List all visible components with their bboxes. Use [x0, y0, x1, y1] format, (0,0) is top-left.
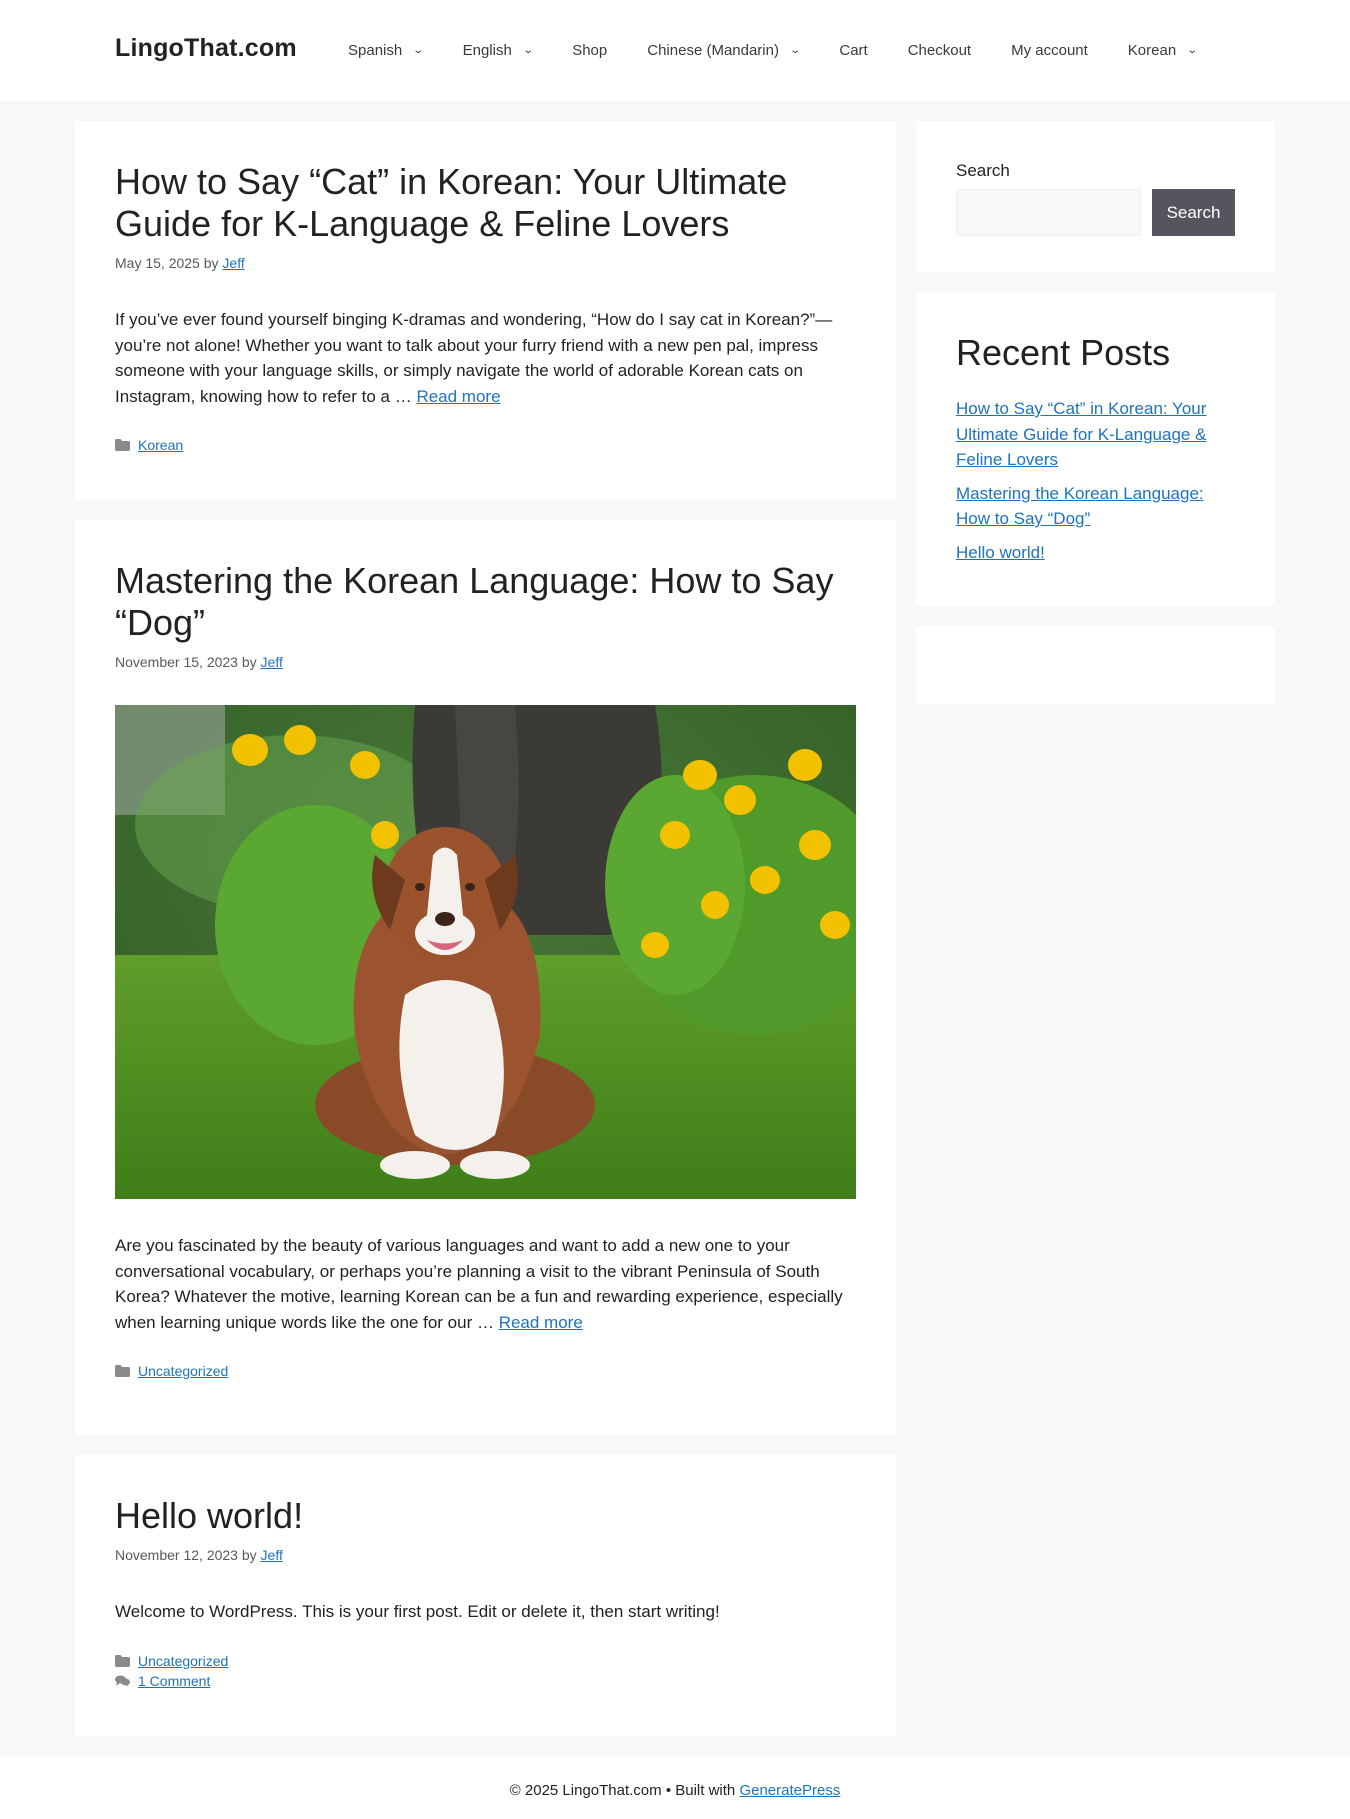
chevron-down-icon: ⌄	[412, 45, 425, 56]
folder-icon	[115, 1655, 130, 1667]
post-date: November 15, 2023	[115, 654, 238, 670]
dog-photo	[115, 705, 856, 1199]
post-by: by	[241, 654, 257, 670]
post-excerpt: Welcome to WordPress. This is your first post. Edit or delete it, then start writing!	[115, 1602, 720, 1621]
chevron-down-icon: ⌄	[1186, 45, 1199, 56]
folder-icon	[115, 439, 130, 451]
read-more-link[interactable]: Read more	[416, 386, 501, 406]
comments-link[interactable]: 1 Comment	[138, 1672, 211, 1689]
post-title-link[interactable]: Mastering the Korean Language: How to Say “Dog”	[115, 560, 834, 643]
post-card	[75, 1455, 896, 1736]
post-comments	[115, 1673, 856, 1689]
nav-item-label: Cart	[839, 42, 868, 59]
search-widget	[916, 121, 1275, 272]
nav-item-my-account[interactable]	[991, 0, 1108, 101]
site-title[interactable]: LingoThat.com	[115, 34, 297, 62]
nav-item-spanish[interactable]	[328, 0, 443, 101]
search-input[interactable]	[956, 189, 1141, 236]
excerpt-text: Are you fascinated by the beauty of various languages and want to add a new one to your conversational vocabulary, or perhaps you’re planning a visit to the vibrant Peninsula of South Korea? Whatever the motive, learning Korean can be a fun and rewarding experience, especially when learning unique words like the one for our …	[115, 1236, 843, 1332]
list-item	[956, 540, 1235, 566]
list-item	[956, 396, 1235, 473]
category-link[interactable]: Uncategorized	[138, 1652, 229, 1669]
post-excerpt	[115, 307, 856, 409]
empty-widget	[916, 626, 1275, 704]
list-item	[956, 481, 1235, 532]
nav-item-label: Chinese (Mandarin)	[647, 42, 779, 59]
nav-item-label: Checkout	[907, 42, 972, 59]
site-header	[0, 0, 1350, 101]
post-title	[115, 1495, 856, 1537]
post-card	[75, 520, 896, 1435]
search-button[interactable]: Search	[1152, 189, 1235, 236]
nav-item-label: Spanish	[348, 42, 403, 59]
post-categories	[115, 1653, 856, 1669]
post-date: May 15, 2025	[115, 255, 200, 271]
author-link[interactable]: Jeff	[260, 654, 283, 670]
post-featured-image[interactable]	[115, 705, 856, 1199]
category-link[interactable]: Korean	[138, 437, 184, 453]
read-more-link[interactable]: Read more	[498, 1312, 583, 1332]
author-link[interactable]: Jeff	[260, 1547, 283, 1563]
nav-item-shop[interactable]	[552, 0, 627, 101]
recent-posts-widget	[916, 292, 1275, 606]
post-date: November 12, 2023	[115, 1547, 238, 1563]
recent-post-link[interactable]: Mastering the Korean Language: How to Say “Dog”	[956, 483, 1204, 528]
post-excerpt	[115, 1233, 856, 1335]
main-nav	[328, 0, 1217, 101]
post-by: by	[241, 1547, 257, 1563]
search-row	[956, 189, 1235, 236]
author-link[interactable]: Jeff	[222, 255, 245, 271]
nav-item-label: My account	[1011, 42, 1088, 59]
nav-item-chinese[interactable]	[627, 0, 819, 101]
chevron-down-icon: ⌄	[522, 45, 534, 56]
nav-item-label: Shop	[572, 42, 608, 59]
site-footer	[0, 1756, 1350, 1819]
post-title-link[interactable]: Hello world!	[115, 1495, 304, 1536]
category-link[interactable]: Uncategorized	[138, 1363, 229, 1379]
post-meta	[115, 255, 856, 271]
nav-item-english[interactable]	[443, 0, 553, 101]
post-title	[115, 560, 856, 644]
nav-item-label: Korean	[1127, 42, 1177, 59]
nav-item-checkout[interactable]	[888, 0, 991, 101]
recent-posts-title: Recent Posts	[956, 332, 1171, 373]
recent-posts-list	[956, 396, 1235, 565]
post-card	[75, 121, 896, 500]
nav-item-label: English	[462, 42, 512, 59]
nav-item-cart[interactable]	[819, 0, 887, 101]
excerpt-text: If you’ve ever found yourself binging K-dramas and wondering, “How do I say cat in Korean?”—you’re not alone! Whether you want to talk about your furry friend with a new pen pal, impress someone with your language skills, or simply navigate the world of adorable Korean cats on Instagram, knowing how to refer to a …	[115, 310, 833, 406]
post-title-link[interactable]: How to Say “Cat” in Korean: Your Ultimate Guide for K-Language & Feline Lovers	[115, 161, 788, 244]
comments-icon	[115, 1675, 130, 1687]
folder-icon	[115, 1365, 130, 1377]
recent-post-link[interactable]: Hello world!	[956, 542, 1045, 562]
post-title	[115, 161, 815, 245]
search-label: Search	[956, 161, 1010, 180]
generatepress-link[interactable]: GeneratePress	[739, 1782, 841, 1799]
recent-post-link[interactable]: How to Say “Cat” in Korean: Your Ultimate Guide for K-Language & Feline Lovers	[956, 399, 1207, 469]
footer-copyright: © 2025 LingoThat.com • Built with	[509, 1782, 736, 1799]
chevron-down-icon: ⌄	[789, 45, 802, 56]
post-categories	[115, 437, 856, 453]
post-meta	[115, 654, 856, 670]
post-categories	[115, 1363, 856, 1379]
nav-item-korean[interactable]	[1108, 0, 1217, 101]
post-by: by	[203, 255, 219, 271]
post-meta	[115, 1547, 856, 1563]
